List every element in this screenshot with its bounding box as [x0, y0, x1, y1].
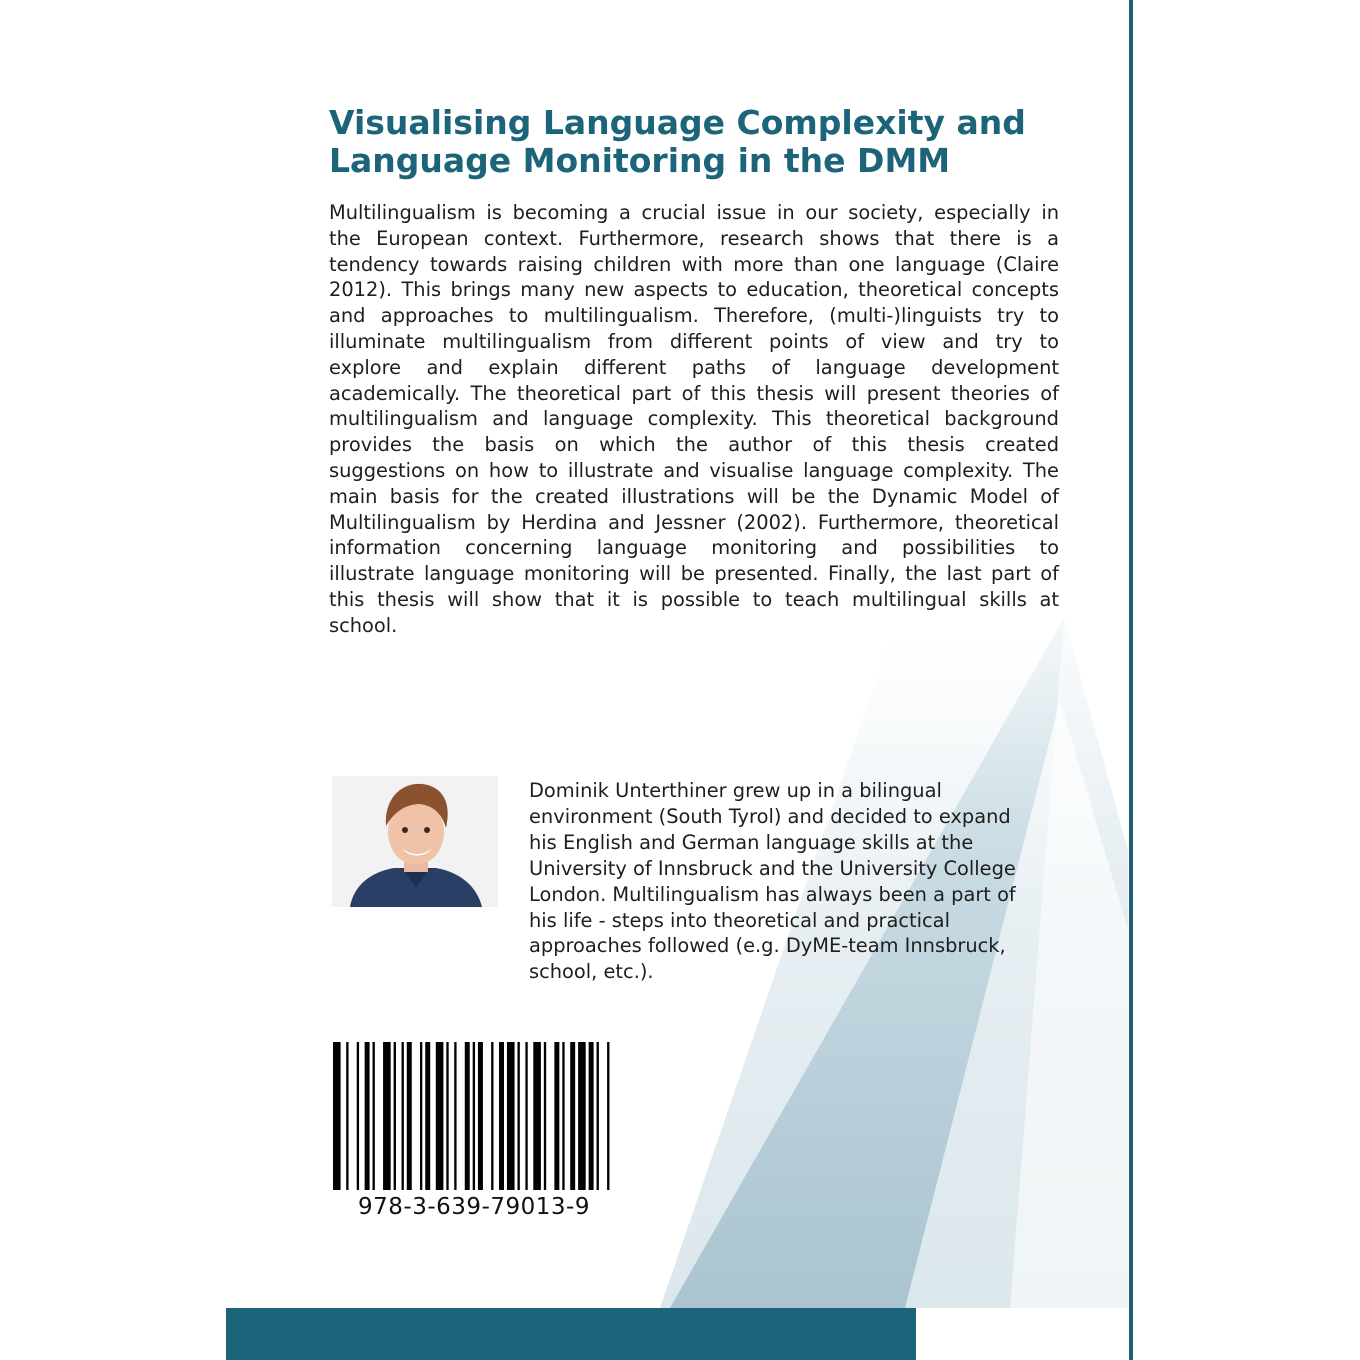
spine-edge-line [1129, 0, 1133, 1360]
barcode-bar [446, 1042, 448, 1190]
barcode-bar [383, 1042, 391, 1190]
barcode-bars-icon [333, 1042, 615, 1190]
abstract-line: school. [329, 613, 398, 637]
barcode-bar [544, 1042, 546, 1190]
barcode-bar [554, 1042, 559, 1190]
barcode-bar [517, 1042, 519, 1190]
abstract-line: and approaches to multilingualism. Therefore, (multi-)linguists try to [329, 304, 1059, 328]
abstract-line: illustrate language monitoring will be presented. Finally, the last part of [329, 562, 1059, 586]
barcode-bar [570, 1042, 575, 1190]
book-abstract [329, 200, 1059, 639]
barcode-bar [562, 1042, 564, 1190]
barcode-bar [533, 1042, 541, 1190]
barcode-bar [333, 1042, 341, 1190]
abstract-line: multilingualism and language complexity. This theoretical background [329, 407, 1059, 431]
barcode-bar [436, 1042, 444, 1190]
barcode-bar [499, 1042, 504, 1190]
barcode-bar [373, 1042, 375, 1190]
bio-line: University of Innsbruck and the University College [529, 856, 1016, 880]
abstract-line: Multilingualism is becoming a crucial issue in our society, especially in [329, 201, 1059, 224]
barcode-bar [607, 1042, 609, 1190]
barcode-bar [425, 1042, 430, 1190]
abstract-line: explore and explain different paths of language development [329, 355, 1059, 379]
abstract-line: tendency towards raising children with more than one language (Claire [329, 252, 1059, 276]
abstract-line: information concerning language monitoring and possibilities to [329, 536, 1059, 560]
barcode-bar [578, 1042, 586, 1190]
bio-line: his English and German language skills at the [529, 830, 974, 854]
abstract-line: the European context. Furthermore, research shows that there is a [329, 226, 1059, 250]
abstract-line: academically. The theoretical part of this thesis will present theories of [329, 381, 1059, 405]
bio-line: his life - steps into theoretical and practical [529, 908, 950, 932]
title-line: Visualising Language Complexity and [329, 103, 1026, 142]
barcode-bar [394, 1042, 396, 1190]
barcode-bar [597, 1042, 599, 1190]
abstract-line: provides the basis on which the author of this thesis created [329, 433, 1059, 457]
abstract-line: Multilingualism by Herdina and Jessner (2002). Furthermore, theoretical [329, 510, 1059, 534]
barcode-bar [420, 1042, 422, 1190]
barcode-bar [407, 1042, 412, 1190]
barcode-bar [491, 1042, 493, 1190]
bio-line: approaches followed (e.g. DyME-team Innsbruck, [529, 934, 1006, 958]
barcode-bar [454, 1042, 456, 1190]
barcode-bar [357, 1042, 359, 1190]
title-line: Language Monitoring in the DMM [329, 141, 951, 180]
barcode-bar [346, 1042, 348, 1190]
abstract-line: this thesis will show that it is possible to teach multilingual skills at [329, 587, 1059, 611]
bottom-color-band [226, 1308, 916, 1360]
author-photo [332, 776, 498, 907]
barcode-bar [465, 1042, 470, 1190]
abstract-line: 2012). This brings many new aspects to education, theoretical concepts [329, 278, 1059, 302]
bio-line: London. Multilingualism has always been a part of [529, 882, 1016, 906]
abstract-line: illuminate multilingualism from different points of view and try to [329, 329, 1059, 353]
barcode-bar [478, 1042, 483, 1190]
abstract-line: main basis for the created illustrations will be the Dynamic Model of [329, 484, 1059, 508]
bio-line: school, etc.). [529, 960, 654, 984]
bio-line: Dominik Unterthiner grew up in a bilingual [529, 779, 942, 802]
isbn-barcode [333, 1042, 615, 1222]
barcode-bar [589, 1042, 594, 1190]
barcode-bar [473, 1042, 475, 1190]
barcode-bar [507, 1042, 515, 1190]
author-bio [529, 778, 1069, 985]
barcode-bar [402, 1042, 404, 1190]
isbn-number: 978-3-639-79013-9 [358, 1194, 590, 1220]
bio-line: environment (South Tyrol) and decided to expand [529, 804, 1011, 828]
author-portrait-icon [332, 776, 498, 907]
barcode-bar [525, 1042, 527, 1190]
barcode-bar [365, 1042, 370, 1190]
abstract-line: suggestions on how to illustrate and visualise language complexity. The [329, 458, 1059, 482]
book-title [329, 104, 1089, 180]
